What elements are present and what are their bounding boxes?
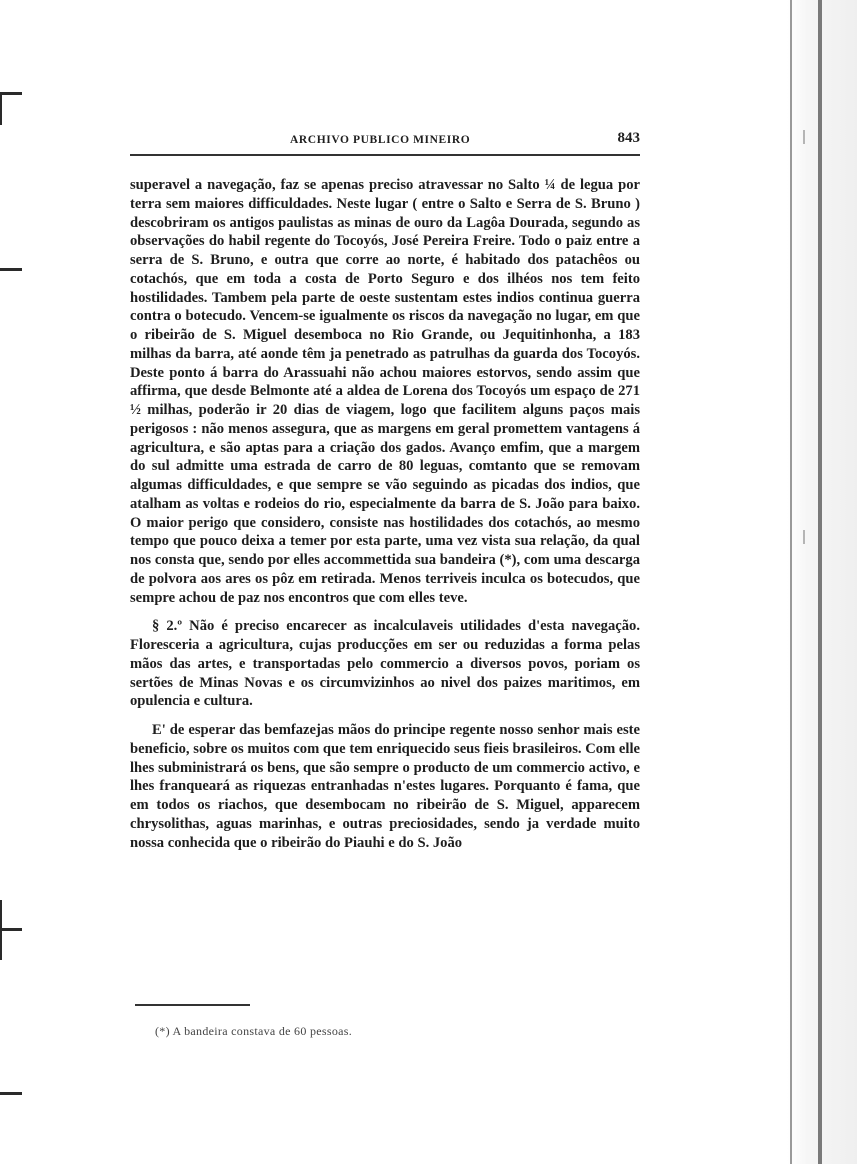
book-page [130, 128, 640, 862]
body-text [130, 176, 640, 852]
footnote: (*) A bandeira constava de 60 pessoas. [155, 1024, 353, 1038]
header-rule [130, 154, 640, 156]
scan-edge-tick [803, 130, 805, 144]
left-margin-mark [0, 95, 2, 125]
paragraph: superavel a navegação, faz se apenas preciso atravessar no Salto ¼ de legua por terra sem maiores difficuldades. Neste lugar ( entre o Salto e Serra de S. Bruno ) descobriram os antigos paulistas as minas de ouro da Lagôa Dourada, segundo as observações do habil regente do Tocoyós, José Pereira Freire. Todo o paiz entre a serra de S. Bruno, e outra que corre ao norte, é habitado dos patachêos ou cotachós, que em toda a costa de Porto Seguro e dos ilhéos nos tem feito hostilidades. Tambem pela parte de oeste sustentam estes indios continua guerra contra o botecudo. Vencem-se igualmente os riscos da navegação no lugar, em que o ribeirão de S. Miguel desemboca no Rio Grande, ou Jequitinhonha, a 183 milhas da barra, até aonde têm ja penetrado as patrulhas da guarda dos Tocoyós. Deste ponto á barra do Arassuahi não achou maiores estorvos, sendo assim que affirma, que desde Belmonte até a aldea de Lorena dos Tocoyós um espaço de 271 ½ milhas, poderão ir 20 dias de viagem, logo que facilitem alguns paços mais perigosos : não menos assegura, que as margens em geral promettem vantagens á agricultura, e são aptas para a criação dos gados. Avanço emfim, que a margem do sul admitte uma estrada de carro de 80 leguas, comtanto que se removam algumas difficuldades, e que sempre se vão seguindo as picadas dos indios, que atalham as voltas e rodeios do rio, especialmente da barra de S. João para baixo. O maior perigo que considero, consiste nas hostilidades dos cotachós, ao mesmo tempo que pouco deixa a temer por esta parte, uma vez vista sua relação, da qual nos consta que, sendo por elles accommettida sua bandeira (*), com uma descarga de polvora aos ares os pôz em retirada. Menos terriveis inculca os botecudos, que sempre achou de paz nos encontros que com elles teve. [130, 177, 640, 606]
left-margin-mark [0, 900, 2, 960]
scan-edge-line [790, 0, 792, 1164]
left-margin-mark [0, 1092, 22, 1095]
left-margin-mark [0, 928, 22, 931]
page-header [130, 128, 640, 152]
left-margin-mark [0, 92, 22, 95]
footnote-rule [135, 1004, 250, 1006]
running-head: ARCHIVO PUBLICO MINEIRO [290, 134, 471, 146]
paragraph: § 2.º Não é preciso encarecer as incalculaveis utilidades d'esta navegação. Floresceria a agricultura, cujas producções em ser ou reduzidas a forma pelas mãos das artes, e transportadas pelo commercio a diversos povos, poriam os sertões de Minas Novas e os circumvizinhos ao nivel dos paizes maritimos, em opulencia e cultura. [130, 618, 640, 710]
page-number: 843 [617, 130, 640, 146]
scan-edge-tick [803, 530, 805, 544]
scan-edge-right [787, 0, 857, 1164]
paragraph: E' de esperar das bemfazejas mãos do principe regente nosso senhor mais este beneficio, sobre os muitos com que tem enriquecido seus fieis brasileiros. Com elle lhes subministrará os bens, que são sempre o producto de um commercio activo, e lhes franqueará as riquezas entranhadas n'estes lugares. Porquanto é fama, que em todos os riachos, que desembocam no ribeirão de S. Miguel, apparecem chrysolithas, aguas marinhas, e outras preciosidades, sendo ja verdade muito nossa conhecida que o ribeirão do Piauhi e do S. João [130, 722, 640, 851]
scan-edge-line [818, 0, 822, 1164]
left-margin-mark [0, 268, 22, 271]
